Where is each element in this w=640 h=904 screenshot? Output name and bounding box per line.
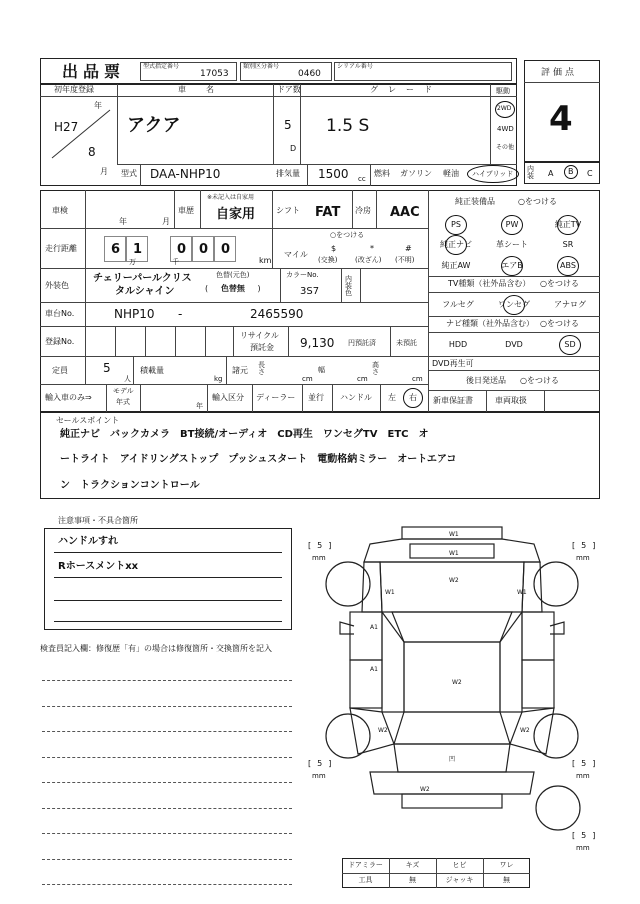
sales-label: セールスポイント — [56, 416, 120, 425]
year-unit: 年 — [94, 101, 102, 110]
equipment-item-7: エアB — [501, 261, 523, 270]
inspector-line — [42, 680, 292, 681]
colorno-label: カラーNo. — [286, 271, 319, 279]
car-name-label: 車名 — [178, 85, 234, 94]
model-year-l2: 年式 — [116, 398, 130, 406]
model-label: 型式 — [121, 169, 137, 178]
equipment-item-3: 純正ナビ — [440, 240, 472, 249]
diagram-mark: W1 — [449, 531, 459, 538]
diagram-mark: W2 — [378, 727, 388, 734]
door-d: D — [290, 144, 297, 153]
model-year-l1: モデル — [113, 387, 134, 395]
color-label: 外装色 — [45, 281, 69, 290]
import-dealer: ディーラー — [256, 393, 296, 402]
chassis-sep: - — [178, 307, 183, 321]
diagram-mark: W2 — [520, 727, 530, 734]
capacity-label: 定員 — [52, 366, 68, 375]
tire-value: 5 — [581, 541, 587, 550]
tv-label: TV種類（社外品含む） — [448, 279, 531, 288]
navi-option-1: DVD — [505, 340, 523, 349]
fuel-hybrid: ハイブリッド — [472, 170, 514, 178]
dims-label: 諸元 — [232, 366, 248, 375]
mileage-digit: 0 — [177, 242, 187, 257]
first-reg-era: H27 — [54, 120, 79, 134]
evaluation-label: 評価点 — [541, 68, 578, 78]
dims-width: 幅 — [318, 366, 325, 374]
recycle-done: 円預託済 — [348, 339, 376, 347]
dims-cm-2: cm — [357, 375, 368, 383]
mileage-dollar: $ — [331, 244, 337, 253]
dims-cm-1: cm — [302, 375, 313, 383]
equipment-item-5: SR — [562, 240, 574, 249]
recycle-label-1: リサイクル — [240, 331, 279, 340]
tire-value: 5 — [317, 759, 323, 768]
interior-b: B — [568, 167, 574, 176]
serial-label: シリアル番号 — [337, 63, 373, 70]
inspection-year: 年 — [119, 217, 127, 226]
table-cell: 工具 — [358, 876, 373, 884]
inspector-line — [42, 731, 292, 732]
fuel-diesel: 軽油 — [443, 169, 459, 178]
inspector-line — [42, 706, 292, 707]
table-header: ドアミラー — [348, 861, 383, 869]
equipment-item-6: 純正AW — [441, 261, 471, 270]
handle-left: 左 — [388, 393, 396, 402]
recycle-label-2: 預託金 — [250, 343, 274, 352]
drive-2wd: 2WD — [497, 105, 512, 112]
model-value: DAA-NHP10 — [150, 167, 221, 181]
shift-label: シフト — [276, 206, 300, 215]
inspector-line — [42, 859, 292, 860]
tv-option-0: フルセグ — [442, 300, 474, 309]
drive-other: その他 — [496, 144, 515, 151]
equipment-item-4: 革シート — [496, 240, 528, 249]
import-parallel: 並行 — [308, 393, 324, 402]
model-year-unit: 年 — [196, 402, 203, 410]
after-circle-note: ○をつける — [520, 376, 559, 385]
inspector-line — [42, 884, 292, 885]
after-label: 後日発送品 — [466, 376, 506, 385]
table-header: ワレ — [499, 861, 514, 869]
tv-circle-note: ○をつける — [540, 279, 579, 288]
evaluation-score: 4 — [549, 99, 573, 139]
table-cell: 無 — [409, 876, 416, 884]
equipment-item-8: ABS — [560, 261, 576, 270]
fuel-gasoline: ガソリン — [400, 169, 432, 178]
diagram-mark: 凹 — [449, 756, 456, 763]
class-no-label: 類別区分番号 — [243, 63, 280, 70]
cc-unit: cc — [358, 175, 366, 183]
tv-option-1: ワンセグ — [498, 300, 530, 309]
int-color-label: 内装色 — [345, 275, 352, 297]
month-unit: 月 — [100, 167, 108, 176]
handle-label: ハンドル — [340, 393, 372, 402]
drive-label: 駆動 — [496, 87, 510, 95]
notes-line-2: Rホースメントxx — [58, 561, 139, 572]
inspection-month: 月 — [162, 217, 170, 226]
genuine-label: 純正装備品 — [455, 197, 495, 206]
dims-height: 高さ — [372, 361, 379, 376]
mileage-modified: (改ざん) — [355, 256, 382, 264]
repaint-label: 色替(元色) — [216, 271, 250, 279]
form-title: 出品票 — [62, 62, 126, 81]
mileage-digit: 0 — [221, 242, 231, 257]
shift-value: FAT — [315, 205, 341, 220]
color-value-line2: タルシャイン — [115, 286, 175, 297]
tire-mm: mm — [576, 554, 590, 562]
sales-line-3: ン トラクションコントロール — [60, 480, 200, 491]
doors-label: ドア数 — [277, 85, 301, 94]
tire-value: 5 — [581, 831, 587, 840]
tire-bracket: [ 5 ] — [308, 759, 332, 768]
drive-4wd: 4WD — [497, 125, 514, 133]
chassis-number: 2465590 — [250, 307, 304, 321]
handle-right: 右 — [409, 393, 417, 402]
load-label: 積載量 — [140, 366, 164, 375]
tire-bracket: [ 5 ] — [572, 759, 596, 768]
table-header: キズ — [405, 861, 420, 869]
grade-label: グレード — [370, 85, 442, 94]
navi-circle-note: ○をつける — [540, 319, 579, 328]
ac-label: 冷房 — [355, 206, 371, 215]
color-value-line1: チェリーパールクリス — [93, 273, 192, 284]
inspector-line — [42, 833, 292, 834]
capacity-value: 5 — [103, 361, 111, 375]
interior-c: C — [587, 169, 593, 178]
tire-bracket: [ 5 ] — [572, 541, 596, 550]
mileage-sen: 千 — [172, 258, 179, 266]
tire-bracket: [ 5 ] — [572, 831, 596, 840]
sales-line-1: 純正ナビ バックカメラ BT接続/オーディオ CD再生 ワンセグTV ETC オ — [60, 429, 429, 440]
diagram-mark: W2 — [420, 786, 430, 793]
tire-mm: mm — [312, 554, 326, 562]
tire-mm: mm — [576, 772, 590, 780]
mileage-digit: 1 — [133, 242, 143, 257]
usage-value: 自家用 — [216, 207, 256, 222]
type-no-label: 型式指定番号 — [143, 63, 180, 70]
inspector-line — [42, 757, 292, 758]
type-no-value: 17053 — [200, 69, 229, 79]
mileage-star: * — [370, 244, 374, 253]
mileage-digit: 0 — [199, 242, 209, 257]
import-class-label: 輸入区分 — [212, 393, 244, 402]
cc-label: 排気量 — [276, 169, 300, 178]
cc-value: 1500 — [318, 167, 349, 181]
import-label: 輸入車のみ⇒ — [45, 393, 92, 402]
ac-value: AAC — [390, 205, 420, 220]
after-warranty: 新車保証書 — [433, 396, 473, 405]
usage-note: ※未記入は自家用 — [207, 194, 255, 201]
mileage-circle-note: ○をつける — [330, 231, 365, 239]
sales-line-2: ートライト アイドリングストップ プッシュスタート 電動格納ミラー オートエアコ — [60, 454, 457, 465]
repaint-value: ( 色替無 ) — [205, 284, 261, 293]
table-header: ヒビ — [452, 861, 467, 869]
grade-value: 1.5 S — [326, 116, 370, 136]
fuel-label: 燃料 — [374, 169, 390, 178]
car-damage-diagram — [310, 522, 600, 852]
reg-label: 登録No. — [45, 337, 75, 346]
interior-a: A — [548, 169, 554, 178]
mileage-km: km — [259, 256, 272, 265]
diagram-mark: W2 — [449, 577, 459, 584]
diagram-mark: W1 — [517, 589, 527, 596]
mileage-mile: マイル — [284, 250, 308, 259]
tire-mm: mm — [576, 844, 590, 852]
navi-option-2: SD — [564, 340, 576, 349]
dims-cm-3: cm — [412, 375, 423, 383]
inspector-line — [42, 808, 292, 809]
car-name-value: アクア — [127, 115, 181, 136]
first-reg-label: 初年度登録 — [54, 85, 94, 94]
dvd-label: DVD再生可 — [432, 359, 474, 368]
tire-bracket: [ 5 ] — [308, 541, 332, 550]
colorno-value: 3S7 — [300, 286, 320, 297]
mileage-man: 万 — [129, 258, 136, 266]
usage-label: 車歴 — [178, 206, 194, 215]
diagram-mark: A1 — [370, 624, 378, 631]
equipment-item-0: PS — [451, 220, 461, 229]
tv-option-2: アナログ — [554, 300, 586, 309]
table-cell: ジャッキ — [445, 876, 474, 884]
inspection-label: 車検 — [52, 206, 68, 215]
diagram-mark: W1 — [449, 550, 459, 557]
capacity-unit: 人 — [124, 375, 131, 383]
navi-option-0: HDD — [448, 340, 468, 349]
dims-length: 長さ — [258, 361, 265, 376]
diagram-mark: A1 — [370, 666, 378, 673]
notes-line-1: ハンドルすれ — [58, 536, 118, 547]
load-kg: kg — [214, 375, 223, 383]
diagram-mark: W2 — [452, 679, 462, 686]
tire-value: 5 — [581, 759, 587, 768]
navi-label: ナビ種類（社外品含む） — [446, 319, 534, 328]
chassis-model: NHP10 — [114, 307, 155, 321]
first-reg-slash — [40, 96, 120, 166]
tire-mm: mm — [312, 772, 326, 780]
mileage-unknown: (不明) — [395, 256, 415, 264]
inspector-label: 検査員記入欄：修復歴「有」の場合は修復箇所・交換箇所を記入 — [40, 644, 272, 653]
after-manual: 車両取扱 — [495, 396, 527, 405]
mileage-exchange: (交換) — [318, 256, 338, 264]
recycle-none: 未預託 — [396, 339, 417, 347]
inspector-line — [42, 782, 292, 783]
mileage-label: 走行距離 — [45, 244, 77, 253]
first-reg-month: 8 — [88, 145, 96, 159]
table-cell: 無 — [503, 876, 510, 884]
chassis-label: 車台No. — [45, 309, 75, 318]
recycle-value: 9,130 — [300, 336, 335, 350]
interior-label: 内装 — [527, 165, 534, 180]
diagram-mark: W1 — [385, 589, 395, 596]
equipment-item-1: PW — [505, 220, 519, 229]
doors-value: 5 — [284, 118, 292, 132]
mileage-digit: 6 — [111, 242, 121, 257]
equipment-item-2: 純正TV — [554, 220, 582, 229]
genuine-circle-note: ○をつける — [518, 197, 557, 206]
mileage-hash: # — [405, 244, 412, 253]
notes-label: 注意事項・不具合箇所 — [58, 516, 138, 525]
class-no-value: 0460 — [298, 69, 321, 79]
tire-value: 5 — [317, 541, 323, 550]
